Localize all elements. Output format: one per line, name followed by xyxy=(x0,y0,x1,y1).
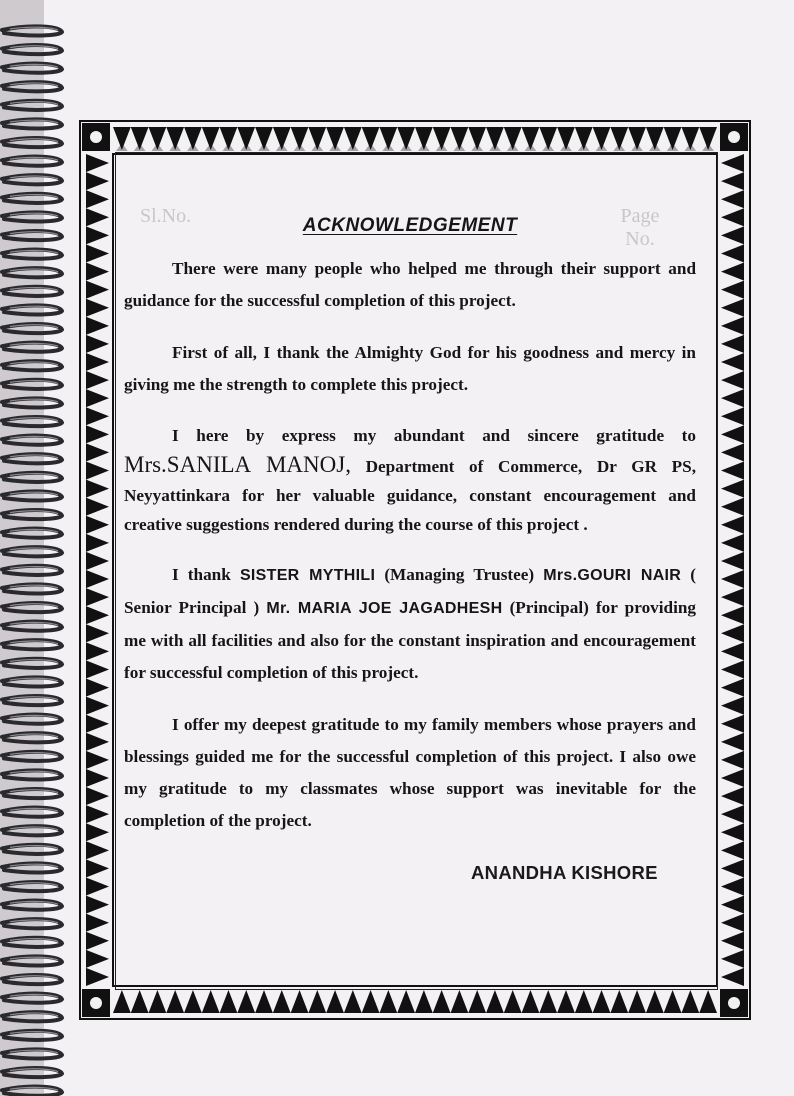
signature-name: ANANDHA KISHORE xyxy=(471,862,658,883)
border-triangle xyxy=(86,154,109,172)
border-triangle xyxy=(539,990,557,1013)
border-triangle xyxy=(86,697,109,715)
border-triangle xyxy=(628,990,646,1013)
border-triangle xyxy=(721,660,744,678)
border-triangle xyxy=(273,990,291,1013)
border-triangle xyxy=(223,143,235,151)
border-triangle xyxy=(86,226,109,244)
border-triangle xyxy=(489,143,501,151)
border-triangle xyxy=(721,588,744,606)
border-triangle xyxy=(86,679,109,697)
paragraph-text: I here by express my abundant and sincere gratitude to xyxy=(172,426,696,445)
border-triangle xyxy=(418,143,430,151)
border-triangle xyxy=(86,877,109,895)
border-triangle xyxy=(721,407,744,425)
border-triangle xyxy=(205,143,217,151)
border-triangle xyxy=(522,990,540,1013)
border-triangle xyxy=(86,443,109,461)
paragraph-text: There were many people who helped me through their support and guidance for the successful completion of this project. xyxy=(124,259,696,310)
bleed-through-text: Page No. xyxy=(620,205,660,250)
border-triangle xyxy=(255,990,273,1013)
border-triangle xyxy=(525,143,537,151)
border-triangle xyxy=(86,353,109,371)
border-triangle xyxy=(258,143,270,151)
border-triangle xyxy=(721,208,744,226)
border-triangle xyxy=(86,425,109,443)
border-triangle xyxy=(347,143,359,151)
border-triangle xyxy=(649,143,661,151)
border-triangle xyxy=(721,896,744,914)
paragraph xyxy=(124,709,696,837)
border-triangle xyxy=(86,534,109,552)
border-triangle xyxy=(86,769,109,787)
border-triangle xyxy=(667,143,679,151)
border-triangle xyxy=(166,990,184,1013)
border-triangle xyxy=(664,990,682,1013)
border-triangle xyxy=(721,389,744,407)
border-triangle xyxy=(721,226,744,244)
border-corner-dot xyxy=(90,131,102,143)
border-triangle xyxy=(454,143,466,151)
border-triangle xyxy=(721,787,744,805)
border-triangle xyxy=(721,932,744,950)
border-triangle xyxy=(86,932,109,950)
border-triangle xyxy=(433,990,451,1013)
border-triangle xyxy=(721,534,744,552)
border-triangle xyxy=(486,990,504,1013)
border-triangle xyxy=(596,143,608,151)
border-triangle xyxy=(149,990,167,1013)
principal-name: Mr. MARIA JOE JAGADHESH xyxy=(266,600,503,617)
border-triangle xyxy=(86,841,109,859)
border-triangle xyxy=(721,263,744,281)
border-triangle xyxy=(471,143,483,151)
senior-principal-name: Mrs.GOURI NAIR xyxy=(543,567,682,584)
border-triangle xyxy=(86,498,109,516)
border-triangle xyxy=(86,371,109,389)
border-triangle xyxy=(468,990,486,1013)
border-triangle xyxy=(721,317,744,335)
border-triangle xyxy=(86,896,109,914)
border-triangle xyxy=(86,733,109,751)
border-triangle xyxy=(721,335,744,353)
border-triangle xyxy=(721,751,744,769)
border-triangle xyxy=(721,461,744,479)
border-triangle xyxy=(362,990,380,1013)
border-triangle xyxy=(721,190,744,208)
border-triangle xyxy=(113,990,131,1013)
border-triangle xyxy=(575,990,593,1013)
border-triangle xyxy=(721,877,744,895)
border-triangle xyxy=(134,143,146,151)
border-triangle xyxy=(308,990,326,1013)
border-corner-dot xyxy=(728,131,740,143)
border-triangle xyxy=(721,769,744,787)
border-triangle xyxy=(86,751,109,769)
border-triangle xyxy=(329,143,341,151)
border-triangle xyxy=(86,805,109,823)
border-triangle xyxy=(436,143,448,151)
border-triangle xyxy=(86,172,109,190)
border-triangle xyxy=(721,552,744,570)
border-triangle xyxy=(311,143,323,151)
border-triangle xyxy=(116,143,128,151)
border-triangle xyxy=(86,660,109,678)
border-triangle xyxy=(86,299,109,317)
border-triangle xyxy=(86,281,109,299)
guide-name: Mrs.SANILA MANOJ, xyxy=(124,452,351,477)
border-triangle xyxy=(86,461,109,479)
border-triangle xyxy=(276,143,288,151)
border-triangle xyxy=(169,143,181,151)
border-triangle xyxy=(721,733,744,751)
border-triangle xyxy=(721,299,744,317)
border-triangle xyxy=(557,990,575,1013)
border-triangle xyxy=(721,679,744,697)
border-triangle xyxy=(86,190,109,208)
paragraph xyxy=(124,253,696,317)
paragraph-text: (Managing Trustee) xyxy=(384,565,535,584)
border-triangle xyxy=(344,990,362,1013)
border-triangle xyxy=(184,990,202,1013)
border-triangle xyxy=(646,990,664,1013)
border-triangle xyxy=(721,968,744,986)
border-triangle xyxy=(86,823,109,841)
border-triangle xyxy=(721,624,744,642)
border-triangle xyxy=(721,154,744,172)
border-triangle xyxy=(721,516,744,534)
border-triangle xyxy=(131,990,149,1013)
border-triangle xyxy=(721,642,744,660)
border-triangle xyxy=(397,990,415,1013)
border-triangle xyxy=(379,990,397,1013)
border-triangle xyxy=(507,143,519,151)
border-triangle xyxy=(86,787,109,805)
border-triangle xyxy=(86,624,109,642)
border-triangle xyxy=(721,570,744,588)
border-triangle xyxy=(86,588,109,606)
border-triangle xyxy=(721,480,744,498)
border-triangle xyxy=(721,281,744,299)
border-triangle xyxy=(187,143,199,151)
border-triangle xyxy=(684,143,696,151)
border-triangle xyxy=(86,950,109,968)
border-triangle xyxy=(86,606,109,624)
border-triangle xyxy=(721,859,744,877)
border-triangle xyxy=(721,425,744,443)
border-triangle xyxy=(721,371,744,389)
border-triangle xyxy=(542,143,554,151)
paragraph xyxy=(124,337,696,401)
border-triangle xyxy=(86,715,109,733)
border-triangle xyxy=(86,335,109,353)
border-triangle xyxy=(86,244,109,262)
border-triangle xyxy=(237,990,255,1013)
border-triangle xyxy=(721,498,744,516)
border-triangle xyxy=(578,143,590,151)
border-triangle xyxy=(202,990,220,1013)
border-triangle xyxy=(721,244,744,262)
spiral-binding xyxy=(0,0,70,1096)
border-triangle xyxy=(613,143,625,151)
border-triangle xyxy=(326,990,344,1013)
border-triangle xyxy=(610,990,628,1013)
acknowledgement-body xyxy=(124,215,696,857)
border-triangle xyxy=(86,914,109,932)
border-triangle xyxy=(593,990,611,1013)
border-triangle xyxy=(721,697,744,715)
border-triangle xyxy=(702,143,714,151)
bleed-through-text: Sl.No. xyxy=(140,205,192,227)
border-triangle xyxy=(415,990,433,1013)
border-triangle xyxy=(86,389,109,407)
paragraph-text: I offer my deepest gratitude to my family members whose prayers and blessings guided me for the successful completion of this project. I also owe my gratitude to my classmates whose support was inevitable for the completion of the project. xyxy=(124,715,696,830)
border-triangle xyxy=(220,990,238,1013)
border-triangle xyxy=(721,805,744,823)
border-triangle xyxy=(240,143,252,151)
paragraph xyxy=(124,421,696,539)
paragraph-text: ( Senior Principal ) xyxy=(124,565,697,617)
border-triangle xyxy=(382,143,394,151)
border-triangle xyxy=(86,317,109,335)
border-triangle xyxy=(86,859,109,877)
border-triangle xyxy=(681,990,699,1013)
border-triangle xyxy=(451,990,469,1013)
border-triangle xyxy=(504,990,522,1013)
border-triangle xyxy=(400,143,412,151)
border-triangle xyxy=(721,841,744,859)
page-title: ACKNOWLEDGEMENT xyxy=(302,215,518,236)
border-triangle xyxy=(86,516,109,534)
border-triangle xyxy=(721,353,744,371)
border-triangle xyxy=(152,143,164,151)
border-triangle xyxy=(721,823,744,841)
border-triangle xyxy=(721,950,744,968)
border-triangle xyxy=(86,570,109,588)
paragraph-text: I thank xyxy=(172,565,231,584)
border-triangle xyxy=(721,172,744,190)
border-triangle xyxy=(699,990,717,1013)
paragraph-text: (Principal) for providing me with all facilities and also for the constant inspiration and encouragement for successful completion of this project. xyxy=(124,598,697,682)
paragraph-text: First of all, I thank the Almighty God for his goodness and mercy in giving me the strength to complete this project. xyxy=(124,343,696,394)
border-triangle xyxy=(721,443,744,461)
border-triangle xyxy=(291,990,309,1013)
border-triangle xyxy=(86,642,109,660)
border-triangle xyxy=(721,715,744,733)
border-corner-dot xyxy=(728,997,740,1009)
border-triangle xyxy=(86,208,109,226)
trustee-name: SISTER MYTHILI xyxy=(239,567,376,584)
border-triangle xyxy=(294,143,306,151)
border-triangle xyxy=(721,914,744,932)
border-triangle xyxy=(86,407,109,425)
border-triangle xyxy=(560,143,572,151)
paragraph xyxy=(124,559,696,689)
border-corner-dot xyxy=(90,997,102,1009)
border-triangle xyxy=(86,552,109,570)
border-triangle xyxy=(721,606,744,624)
border-triangle xyxy=(86,968,109,986)
paragraph-text: Department of Commerce, Dr GR PS, Neyyattinkara for her valuable guidance, constant encouragement and creative suggestions rendered during the course of this project . xyxy=(124,457,696,534)
border-triangle xyxy=(86,480,109,498)
border-triangle xyxy=(365,143,377,151)
border-triangle xyxy=(86,263,109,281)
border-triangle xyxy=(631,143,643,151)
